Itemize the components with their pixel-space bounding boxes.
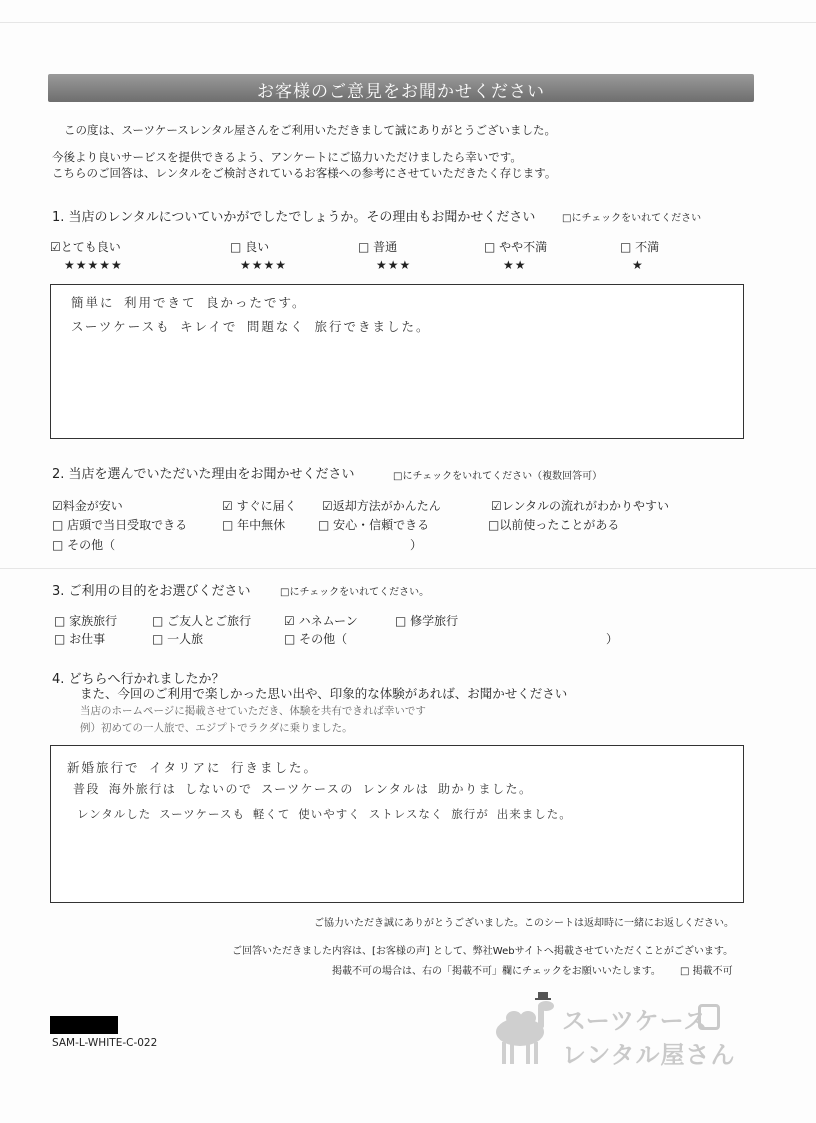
footer-optout: 掲載不可の場合は、右の「掲載不可」欄にチェックをお願いいたします。	[332, 966, 661, 977]
q1-option-somewhat-dissatisfied[interactable]: □ やや不満	[484, 240, 548, 254]
q1-answer-line-2: スーツケースも キレイで 問題なく 旅行できました。	[71, 319, 431, 334]
q2-option-easy-return[interactable]: ☑返却方法がかんたん	[322, 499, 441, 513]
logo-text-line-1: スーツケース	[562, 1007, 709, 1035]
q2-hint: □にチェックをいれてください（複数回答可）	[393, 471, 603, 482]
q2-option-price[interactable]: ☑料金が安い	[52, 499, 123, 513]
q3-option-honeymoon[interactable]: ☑ ハネムーン	[284, 614, 358, 628]
q2-option-other[interactable]: □ その他（	[52, 538, 116, 552]
q1-hint: □にチェックをいれてください	[562, 213, 702, 224]
q1-stars-4: ★★★★	[240, 258, 288, 272]
q3-hint: □にチェックをいれてください。	[280, 587, 430, 598]
q2-title: 2. 当店を選んでいただいた理由をお聞かせください	[52, 467, 355, 482]
suitcase-logo-icon	[698, 1004, 720, 1030]
q2-other-close-paren: ）	[410, 538, 423, 552]
q1-stars-5: ★★★★★	[64, 258, 123, 272]
footer-thanks: ご協力いただき誠にありがとうございました。このシートは返却時に一緒にお返しください。	[314, 918, 734, 929]
q1-stars-3: ★★★	[376, 258, 412, 272]
q2-option-used-before[interactable]: □以前使ったことがある	[488, 518, 620, 532]
q3-option-other[interactable]: □ その他（	[284, 632, 348, 646]
q3-option-school-trip[interactable]: □ 修学旅行	[395, 614, 459, 628]
q1-answer-box[interactable]	[50, 284, 744, 439]
q4-title: 4. どちらへ行かれましたか？	[52, 672, 225, 687]
q4-example: 例）初めての一人旅で、エジプトでラクダに乗りました。	[80, 722, 353, 734]
q3-option-trip-with-friends[interactable]: □ ご友人とご旅行	[152, 614, 252, 628]
q1-option-very-good[interactable]: ☑とても良い	[50, 240, 121, 254]
q4-note: 当店のホームページに掲載させていただき、体験を共有できれば幸いです	[80, 705, 426, 717]
q4-subtitle: また、今回のご利用で楽しかった思い出や、印象的な体験があれば、お聞かせください	[80, 686, 568, 701]
intro-line-1: この度は、スーツケースレンタル屋さんをご利用いただきまして誠にありがとうございました。	[64, 123, 557, 137]
logo-text-line-2: レンタル屋さん	[562, 1041, 736, 1069]
q4-answer-line-2: 普段 海外旅行は しないので スーツケースの レンタルは 助かりました。	[73, 782, 533, 796]
q1-option-good[interactable]: □ 良い	[230, 240, 270, 254]
intro-line-3: こちらのご回答は、レンタルをご検討されているお客様への参考にさせていただきたく存じます。	[52, 166, 557, 180]
footer-notice: ご回答いただきました内容は、[お客様の声] として、弊社Webサイトへ掲載させていただくことがございます。	[232, 946, 734, 957]
q1-option-average[interactable]: □ 普通	[358, 240, 398, 254]
q3-option-solo-trip[interactable]: □ 一人旅	[152, 632, 204, 646]
q3-title: 3. ご利用の目的をお選びください	[52, 584, 251, 599]
q1-stars-1: ★	[632, 258, 644, 272]
q1-option-dissatisfied[interactable]: □ 不満	[620, 240, 660, 254]
redaction-bar	[50, 1016, 118, 1034]
q4-answer-box[interactable]	[50, 745, 744, 903]
intro-line-2: 今後より良いサービスを提供できるよう、アンケートにご協力いただけましたら幸いです。	[52, 150, 522, 164]
q1-title: 1. 当店のレンタルについていかがでしたでしょうか。その理由もお聞かせください	[52, 210, 536, 225]
optout-checkbox[interactable]: □ 掲載不可	[680, 966, 733, 977]
q2-option-clear-process[interactable]: ☑レンタルの流れがわかりやすい	[491, 499, 669, 513]
q4-answer-line-3: レンタルした スーツケースも 軽くて 使いやすく ストレスなく 旅行が 出来ました。	[77, 807, 572, 821]
q2-option-open-year-round[interactable]: □ 年中無休	[222, 518, 286, 532]
fold-line	[0, 22, 816, 23]
form-code: SAM-L-WHITE-C-022	[52, 1037, 158, 1049]
q2-option-trustworthy[interactable]: □ 安心・信頼できる	[318, 518, 430, 532]
q3-option-family-trip[interactable]: □ 家族旅行	[54, 614, 118, 628]
q2-option-fast-delivery[interactable]: ☑ すぐに届く	[222, 499, 297, 513]
camel-logo-icon	[480, 990, 560, 1070]
page-title: お客様のご意見をお聞かせください	[257, 82, 545, 102]
q1-answer-line-1: 簡単に 利用できて 良かったです。	[71, 295, 307, 310]
q3-option-business[interactable]: □ お仕事	[54, 632, 106, 646]
fold-line	[0, 568, 816, 569]
q2-option-same-day-pickup[interactable]: □ 店頭で当日受取できる	[52, 518, 188, 532]
q3-other-close-paren: ）	[606, 632, 619, 646]
q1-stars-2: ★★	[503, 258, 527, 272]
q4-answer-line-1: 新婚旅行で イタリアに 行きました。	[67, 760, 319, 775]
header-band	[48, 74, 754, 102]
